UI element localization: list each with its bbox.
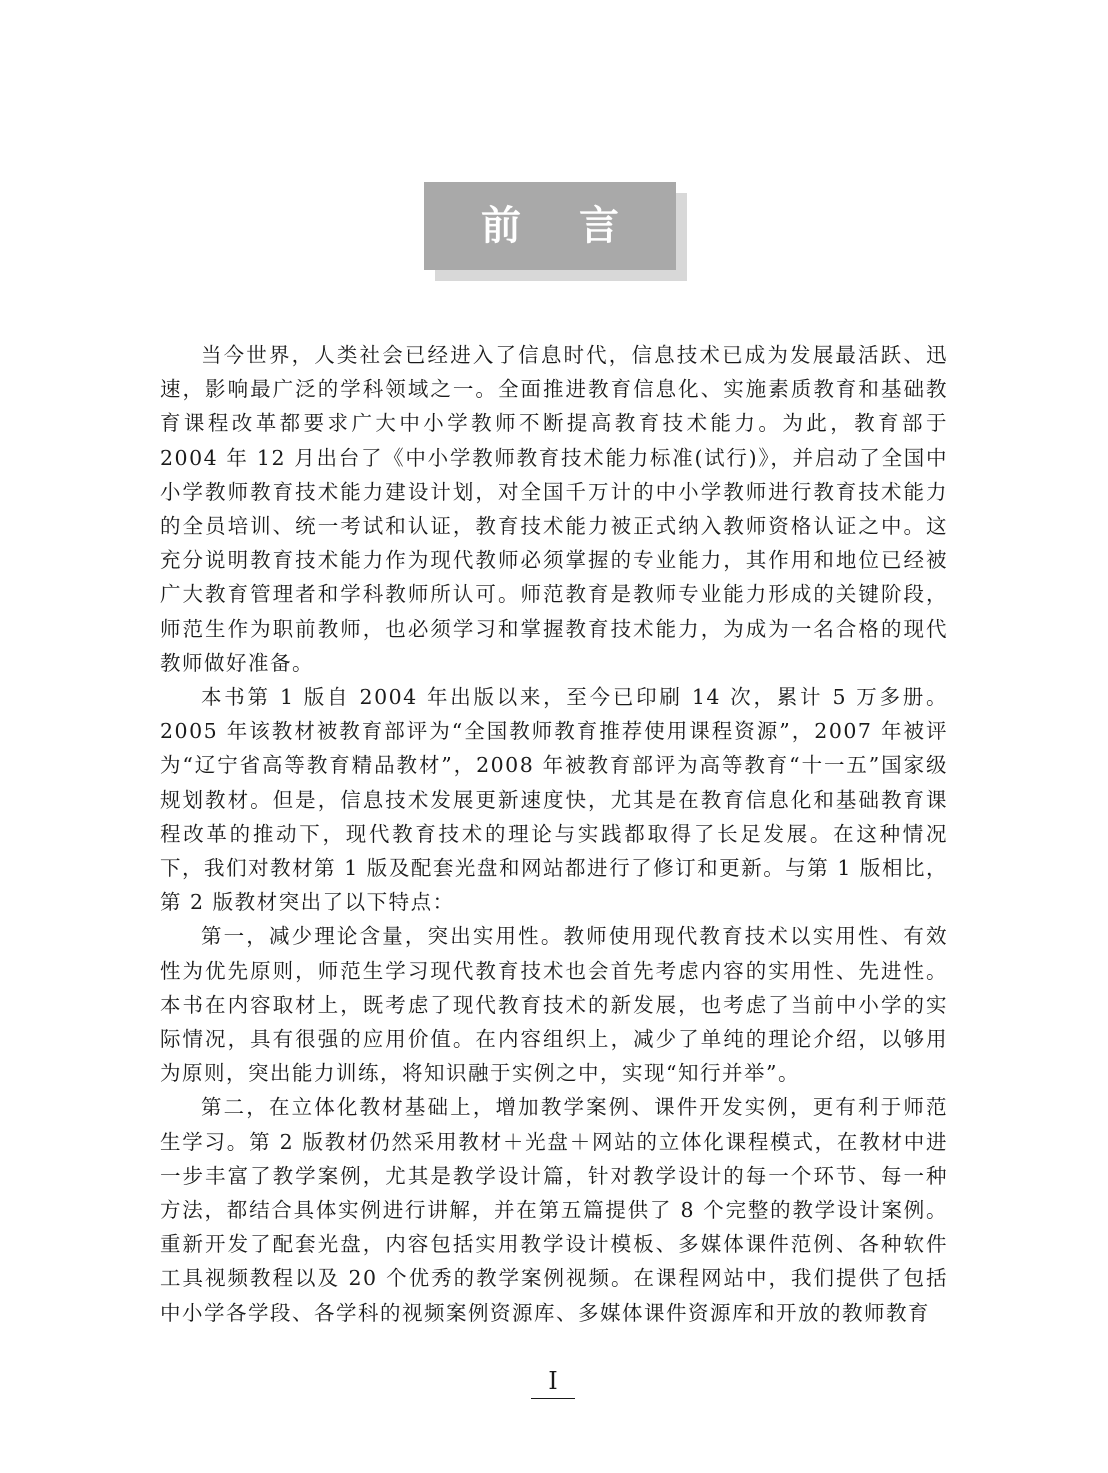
paragraph-4: 第二，在立体化教材基础上，增加教学案例、课件开发实例，更有利于师范生学习。第 2 版教材仍然采用教材＋光盘＋网站的立体化课程模式，在教材中进一步丰富了教学案例，尤其是教学设计篇，针对教学设计的每一个环节、每一种方法，都结合具体实例进行讲解，并在第五篇提供了 8 个完整的教学设计案例。重新开发了配套光盘，内容包括实用教学设计模板、多媒体课件范例、各种软件工具视频教程以及 20 个优秀的教学案例视频。在课程网站中，我们提供了包括中小学各学段、各学科的视频案例资源库、多媒体课件资源库和开放的教师教育 <box>160 1095 948 1325</box>
page-title: 前言 <box>481 203 677 249</box>
paragraph-1: 当今世界，人类社会已经进入了信息时代，信息技术已成为发展最活跃、迅速，影响最广泛的学科领域之一。全面推进教育信息化、实施素质教育和基础教育课程改革都要求广大中小学教师不断提高教育技术能力。为此，教育部于 2004 年 12 月出台了《中小学教师教育技术能力标准(试行)》，并启动了全国中小学教师教育技术能力建设计划，对全国千万计的中小学教师进行教育技术能力的全员培训、统一考试和认证，教育技术能力被正式纳入教师资格认证之中。这充分说明教育技术能力作为现代教师必须掌握的专业能力，其作用和地位已经被广大教育管理者和学科教师所认可。师范教育是教师专业能力形成的关键阶段，师范生作为职前教师，也必须学习和掌握教育技术能力，为成为一名合格的现代教师做好准备。 <box>160 343 948 675</box>
body-text <box>160 338 948 1330</box>
title-banner-box <box>424 182 676 270</box>
page-number-rule <box>531 1398 575 1399</box>
paragraph-3: 第一，减少理论含量，突出实用性。教师使用现代教育技术以实用性、有效性为优先原则，师范生学习现代教育技术也会首先考虑内容的实用性、先进性。本书在内容取材上，既考虑了现代教育技术的新发展，也考虑了当前中小学的实际情况，具有很强的应用价值。在内容组织上，减少了单纯的理论介绍，以够用为原则，突出能力训练，将知识融于实例之中，实现“知行并举”。 <box>160 924 948 1086</box>
page-number: I <box>548 1367 558 1395</box>
title-banner <box>424 182 676 270</box>
paragraph-2: 本书第 1 版自 2004 年出版以来，至今已印刷 14 次，累计 5 万多册。2005 年该教材被教育部评为“全国教师教育推荐使用课程资源”，2007 年被评为“辽宁省高等教育精品教材”，2008 年被教育部评为高等教育“十一五”国家级规划教材。但是，信息技术发展更新速度快，尤其是在教育信息化和基础教育课程改革的推动下，现代教育技术的理论与实践都取得了长足发展。在这种情况下，我们对教材第 1 版及配套光盘和网站都进行了修订和更新。与第 1 版相比，第 2 版教材突出了以下特点： <box>160 685 948 915</box>
